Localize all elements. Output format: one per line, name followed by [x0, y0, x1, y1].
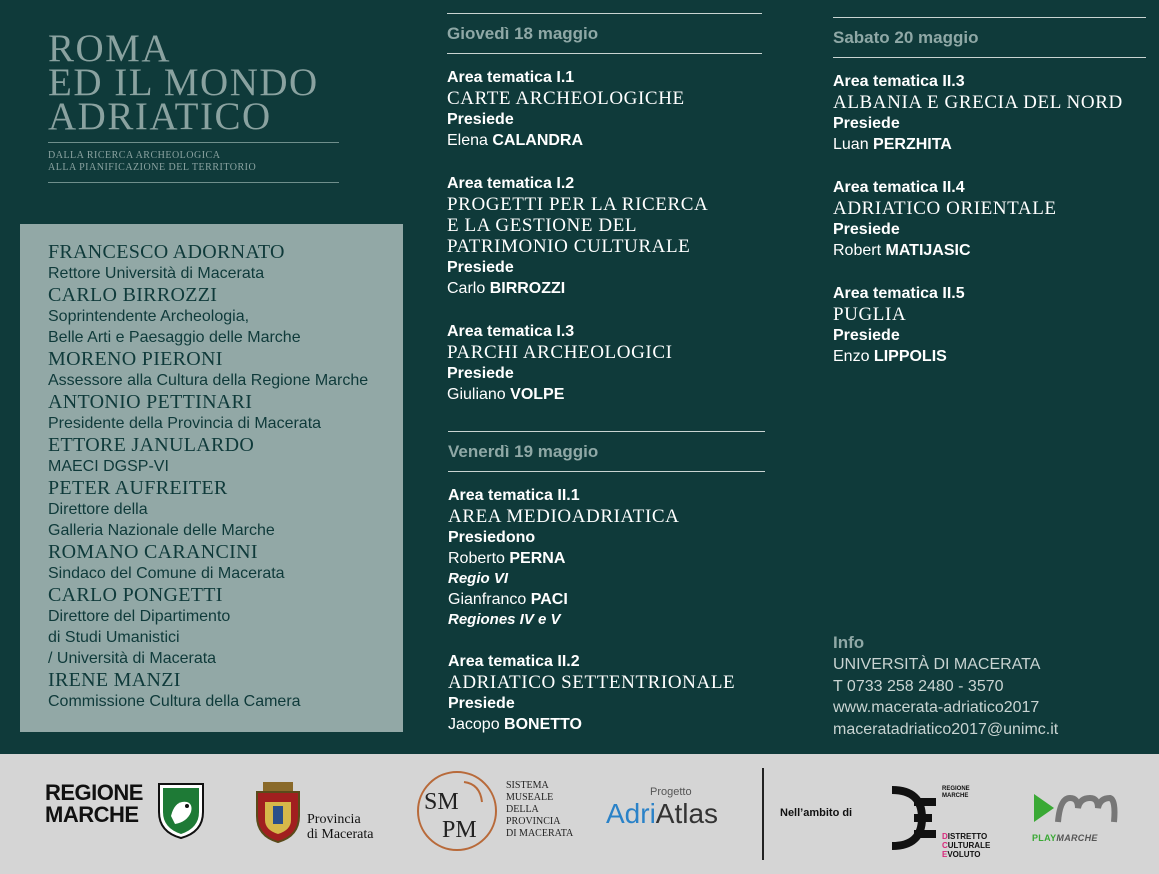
chair-first: Luan: [833, 136, 869, 153]
thematic-area: [447, 173, 762, 299]
regione-marche-logo: [45, 782, 143, 826]
area-label: Area tematica II.1: [448, 487, 580, 504]
chair-last: CALANDRA: [492, 132, 584, 149]
logo-text: DELLA: [506, 804, 539, 815]
day-friday: [448, 431, 765, 735]
thematic-area: [833, 71, 1146, 155]
logo-text: Progetto: [650, 786, 692, 798]
speaker: [48, 348, 398, 391]
logo-initial: E: [942, 850, 948, 859]
play-m-icon: [1032, 790, 1118, 826]
area-title: PATRIMONIO CULTURALE: [447, 236, 691, 257]
divider: [762, 768, 764, 860]
logo-text: MARCHE: [942, 793, 969, 799]
speaker-role: Galleria Nazionale delle Marche: [48, 522, 275, 539]
speaker: [48, 391, 398, 434]
logo-text: REGIONE: [45, 780, 143, 805]
sponsor-footer: [0, 754, 1159, 874]
area-label: Area tematica II.2: [448, 653, 580, 670]
dce-logo: [888, 784, 991, 864]
speaker-role: / Università di Macerata: [48, 650, 217, 667]
chair-first: Enzo: [833, 348, 870, 365]
info-website-link[interactable]: www.macerata-adriatico2017: [833, 699, 1040, 716]
chair-last: PERNA: [509, 550, 566, 567]
logo-text: PLAY: [1032, 833, 1057, 843]
speaker: [48, 584, 398, 669]
area-label: Area tematica I.2: [447, 175, 575, 192]
logo-text: Adri: [606, 798, 656, 829]
title-line: ED IL MONDO: [48, 61, 319, 104]
area-label: Area tematica I.1: [447, 69, 575, 86]
logo-text: di Macerata: [307, 827, 374, 842]
chair-last: VOLPE: [510, 386, 565, 403]
speaker-name: FRANCESCO ADORNATO: [48, 241, 285, 263]
info-line: UNIVERSITÀ DI MACERATA: [833, 656, 1041, 673]
adriatlas-logo: [606, 786, 718, 830]
area-title: CARTE ARCHEOLOGICHE: [447, 88, 685, 109]
thematic-area: [447, 321, 762, 405]
chair-last: BIRROZZI: [489, 280, 566, 297]
info-phone: T 0733 258 2480 - 3570: [833, 677, 1004, 695]
smpm-mono: SM: [424, 789, 459, 815]
speakers-panel: [20, 224, 403, 732]
thematic-area: [448, 651, 765, 735]
area-label: Area tematica II.4: [833, 179, 965, 196]
speaker-name: ROMANO CARANCINI: [48, 541, 258, 563]
speaker-name: CARLO BIRROZZI: [48, 284, 218, 306]
thematic-area: [447, 67, 762, 151]
logo-initial: C: [942, 841, 948, 850]
chair: [833, 240, 1146, 261]
speaker-role: Commissione Cultura della Camera: [48, 693, 301, 710]
dce-mark-icon: [888, 784, 940, 852]
chair-first: Giuliano: [447, 386, 506, 403]
chair-label: Presiede: [833, 221, 900, 238]
logo-text: Provincia: [307, 812, 361, 827]
speaker: [48, 434, 398, 477]
subtitle-line: DALLA RICERCA ARCHEOLOGICA: [48, 150, 221, 161]
chair-label: Presiede: [447, 365, 514, 382]
chair-last: PERZHITA: [873, 136, 952, 153]
chair-label: Presiede: [833, 327, 900, 344]
area-title: PUGLIA: [833, 304, 907, 325]
title-line: ADRIATICO: [48, 95, 272, 138]
speaker-name: CARLO PONGETTI: [48, 584, 223, 606]
area-label: Area tematica I.3: [447, 323, 575, 340]
chair-label: Presiedono: [448, 529, 536, 546]
speaker-role: di Studi Umanistici: [48, 629, 180, 646]
thematic-area: [448, 485, 765, 630]
speaker-name: PETER AUFREITER: [48, 477, 228, 499]
logo-initial: D: [942, 832, 948, 841]
area-title: E LA GESTIONE DEL: [447, 215, 638, 236]
divider: [48, 182, 339, 183]
chair-label: Presiede: [833, 115, 900, 132]
chair-last: BONETTO: [504, 716, 582, 733]
provincia-logo: [253, 780, 383, 850]
smpm-mono: PM: [442, 817, 477, 843]
logo-text: ULTURALE: [947, 841, 991, 850]
day-thursday: [447, 13, 762, 405]
chair-first: Robert: [833, 242, 882, 259]
day-heading: Venerdì 19 maggio: [448, 431, 765, 472]
speaker-role: Belle Arti e Paesaggio delle Marche: [48, 329, 301, 346]
speaker-role: Rettore Università di Macerata: [48, 265, 265, 282]
speaker: [48, 241, 398, 284]
chair: [447, 130, 762, 151]
chair: [448, 548, 765, 569]
chair: [833, 134, 1146, 155]
chair-note: Regio VI: [448, 570, 509, 587]
provincia-crest-icon: [253, 780, 303, 844]
info-email-link[interactable]: maceratadriatico2017@unimc.it: [833, 720, 1059, 738]
logo-text: DI MACERATA: [506, 828, 574, 839]
event-title: [48, 27, 340, 183]
logo-text: SISTEMA: [506, 780, 549, 791]
chair-last: PACI: [530, 591, 568, 608]
area-title: ALBANIA E GRECIA DEL NORD: [833, 92, 1123, 113]
regione-shield-icon: [157, 782, 205, 840]
chair-first: Gianfranco: [448, 591, 527, 608]
chair: [448, 714, 765, 735]
speaker-name: ANTONIO PETTINARI: [48, 391, 253, 413]
chair-first: Roberto: [448, 550, 505, 567]
speaker-role: Presidente della Provincia di Macerata: [48, 415, 322, 432]
day-heading: Giovedì 18 maggio: [447, 13, 762, 54]
area-label: Area tematica II.5: [833, 285, 965, 302]
logo-text: ISTRETTO: [947, 832, 988, 841]
chair-label: Presiede: [447, 259, 514, 276]
speaker-role: Assessore alla Cultura della Regione Marche: [48, 372, 369, 389]
area-title: AREA MEDIOADRIATICA: [448, 506, 680, 527]
chair-label: Presiede: [447, 111, 514, 128]
thematic-area: [833, 177, 1146, 261]
chair: [833, 346, 1146, 367]
info-block: [833, 632, 1133, 740]
subtitle-line: ALLA PIANIFICAZIONE DEL TERRITORIO: [48, 162, 257, 173]
chair: [447, 384, 762, 405]
area-title: PROGETTI PER LA RICERCA: [447, 194, 709, 215]
speaker: [48, 669, 398, 712]
chair-label: Presiede: [448, 695, 515, 712]
playmarche-logo: [1032, 790, 1122, 850]
smpm-logo: [416, 770, 586, 854]
chair: [448, 589, 765, 610]
logo-text: MUSEALE: [506, 792, 554, 803]
chair-last: LIPPOLIS: [873, 348, 947, 365]
chair-first: Elena: [447, 132, 488, 149]
chair-first: Jacopo: [448, 716, 500, 733]
chair: [447, 278, 762, 299]
speaker-role: Soprintendente Archeologia,: [48, 308, 250, 325]
area-title: ADRIATICO SETTENTRIONALE: [448, 672, 736, 693]
speaker-name: ETTORE JANULARDO: [48, 434, 255, 456]
speaker-role: Direttore del Dipartimento: [48, 608, 231, 625]
speaker-role: Direttore della: [48, 501, 148, 518]
logo-text: VOLUTO: [947, 850, 981, 859]
title-line: ROMA: [48, 27, 172, 70]
chair-first: Carlo: [447, 280, 486, 297]
speaker-name: IRENE MANZI: [48, 669, 181, 691]
logo-text: REGIONE: [942, 786, 970, 792]
day-saturday: [833, 17, 1146, 367]
speaker: [48, 541, 398, 584]
area-title: PARCHI ARCHEOLOGICI: [447, 342, 673, 363]
speaker: [48, 284, 398, 348]
divider: [48, 142, 339, 143]
ambito-label: Nell’ambito di: [780, 807, 853, 819]
day-heading: Sabato 20 maggio: [833, 17, 1146, 58]
chair-last: MATIJASIC: [885, 242, 971, 259]
area-title: ADRIATICO ORIENTALE: [833, 198, 1057, 219]
logo-text: MARCHE: [1056, 833, 1098, 843]
logo-text: MARCHE: [45, 802, 139, 827]
chair-note: Regiones IV e V: [448, 611, 561, 628]
speaker-role: Sindaco del Comune di Macerata: [48, 565, 285, 582]
speaker-role: MAECI DGSP-VI: [48, 458, 169, 475]
speaker-name: MORENO PIERONI: [48, 348, 223, 370]
area-label: Area tematica II.3: [833, 73, 965, 90]
logo-text: Atlas: [655, 798, 719, 829]
info-heading: Info: [833, 633, 865, 652]
speaker: [48, 477, 398, 541]
thematic-area: [833, 283, 1146, 367]
logo-text: PROVINCIA: [506, 816, 561, 827]
